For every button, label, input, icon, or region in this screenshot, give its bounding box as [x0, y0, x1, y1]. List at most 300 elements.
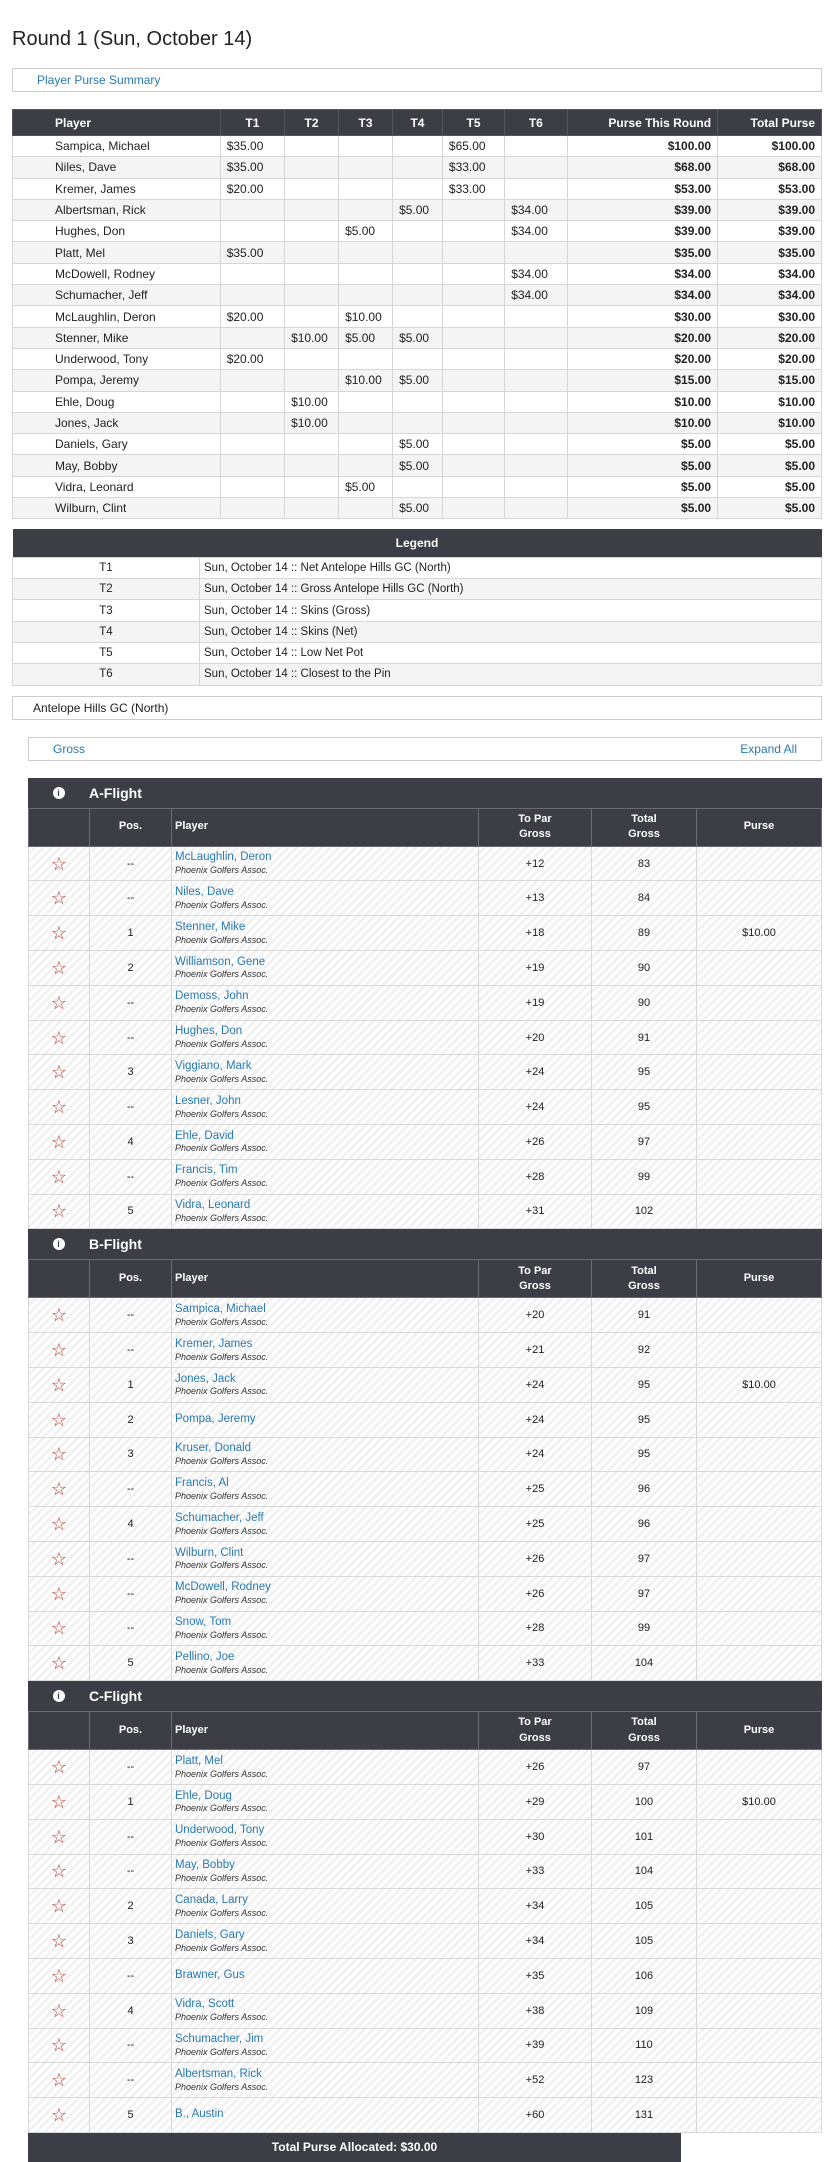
- player-name-link[interactable]: Jones, Jack: [175, 1372, 236, 1385]
- purse-cell: $30.00: [567, 306, 718, 327]
- purse-cell: [285, 263, 339, 284]
- player-association: Phoenix Golfers Assoc.: [175, 1108, 269, 1119]
- purse: [697, 1576, 822, 1611]
- star-icon[interactable]: ☆: [50, 1201, 68, 1222]
- flight-header: [28, 1229, 822, 1259]
- purse: [697, 1993, 822, 2028]
- player-cell: [172, 1507, 479, 1542]
- table-row: [29, 1402, 822, 1437]
- expand-all-link[interactable]: Expand All: [740, 741, 797, 756]
- purse-cell: $34.00: [505, 263, 567, 284]
- star-icon[interactable]: ☆: [50, 888, 68, 909]
- to-par-label: To Par: [518, 812, 552, 825]
- player-name-link[interactable]: Ehle, Doug: [175, 1789, 232, 1802]
- purse-cell: [442, 434, 504, 455]
- star-icon[interactable]: ☆: [50, 1757, 68, 1778]
- to-par-gross: +24: [479, 1437, 592, 1472]
- total-gross: 106: [592, 1958, 697, 1993]
- purse-cell: [220, 263, 284, 284]
- purse-cell: [339, 285, 393, 306]
- purse: [697, 1611, 822, 1646]
- legend-description: Sun, October 14 :: Skins (Net): [200, 621, 822, 642]
- player-cell: [172, 1090, 479, 1125]
- star-icon[interactable]: ☆: [50, 2000, 68, 2021]
- player-name-link[interactable]: Williamson, Gene: [175, 955, 266, 968]
- purse-cell: [393, 157, 443, 178]
- star-icon[interactable]: ☆: [50, 1861, 68, 1882]
- star-icon[interactable]: ☆: [50, 1340, 68, 1361]
- player-name-link[interactable]: Schumacher, Jim: [175, 2033, 264, 2046]
- purse-col-header: Total Purse: [718, 110, 822, 136]
- info-icon: i: [53, 1238, 65, 1250]
- purse-cell: [393, 348, 443, 369]
- to-par-gross: +52: [479, 2063, 592, 2098]
- to-par-gross: +31: [479, 1194, 592, 1229]
- total-label: Total: [631, 812, 657, 825]
- purse-player-name: Kremer, James: [13, 178, 221, 199]
- star-icon[interactable]: ☆: [50, 1444, 68, 1465]
- favorite-cell: [29, 1541, 90, 1576]
- purse-cell: [285, 157, 339, 178]
- position: 3: [90, 1055, 172, 1090]
- purse-cell: [285, 434, 339, 455]
- purse: [697, 2098, 822, 2133]
- player-name-link[interactable]: Kruser, Donald: [175, 1442, 252, 1455]
- player-name-link[interactable]: Demoss, John: [175, 990, 249, 1003]
- legend-table: [12, 529, 822, 685]
- player-name-link[interactable]: Hughes, Don: [175, 1025, 243, 1038]
- player-association: Phoenix Golfers Assoc.: [175, 1039, 269, 1049]
- legend-description: Sun, October 14 :: Low Net Pot: [200, 643, 822, 664]
- purse-cell: $5.00: [393, 498, 443, 519]
- total-gross: 92: [592, 1333, 697, 1368]
- purse: [697, 1854, 822, 1889]
- purse-cell: $20.00: [718, 327, 822, 348]
- star-icon[interactable]: ☆: [50, 1062, 68, 1083]
- player-cell: [172, 1194, 479, 1229]
- position: --: [90, 1472, 172, 1507]
- player-cell: [172, 1055, 479, 1090]
- flight-table: [28, 1711, 822, 2133]
- purse-cell: [505, 136, 567, 157]
- purse-row: [13, 306, 822, 327]
- purse-cell: $34.00: [505, 221, 567, 242]
- player-name-link[interactable]: Snow, Tom: [175, 1616, 232, 1629]
- favorite-cell: [29, 1367, 90, 1402]
- player-cell: [172, 846, 479, 881]
- player-purse-summary-link[interactable]: Player Purse Summary: [12, 68, 822, 92]
- player-cell: [172, 1159, 479, 1194]
- purse: [697, 985, 822, 1020]
- purse-cell: $100.00: [718, 136, 822, 157]
- position: 3: [90, 1924, 172, 1959]
- purse: [697, 951, 822, 986]
- player-name-link[interactable]: Vidra, Scott: [175, 1998, 235, 2011]
- table-row: [29, 1784, 822, 1819]
- to-par-gross: +26: [479, 1576, 592, 1611]
- star-icon[interactable]: ☆: [50, 2070, 68, 2091]
- star-icon[interactable]: ☆: [50, 1791, 68, 1812]
- to-par-gross: +24: [479, 1090, 592, 1125]
- total-gross: 123: [592, 2063, 697, 2098]
- favorite-cell: [29, 1194, 90, 1229]
- purse-cell: [505, 178, 567, 199]
- star-icon[interactable]: ☆: [50, 1305, 68, 1326]
- table-row: [29, 1020, 822, 1055]
- player-name-link[interactable]: Platt, Mel: [175, 1754, 223, 1767]
- star-icon[interactable]: ☆: [50, 1514, 68, 1535]
- position: 5: [90, 1646, 172, 1681]
- star-icon[interactable]: ☆: [50, 1931, 68, 1952]
- legend-description: Sun, October 14 :: Net Antelope Hills GC (North): [200, 557, 822, 578]
- favorite-cell: [29, 1507, 90, 1542]
- purse-cell: [505, 434, 567, 455]
- player-name-link[interactable]: Niles, Dave: [175, 886, 234, 899]
- total-gross: 95: [592, 1090, 697, 1125]
- total-gross: 99: [592, 1611, 697, 1646]
- position: 4: [90, 1507, 172, 1542]
- purse-cell: [442, 221, 504, 242]
- purse-cell: [339, 199, 393, 220]
- favorite-col-header: [29, 1712, 90, 1750]
- purse-cell: $39.00: [718, 221, 822, 242]
- purse-col-header: T1: [220, 110, 284, 136]
- favorite-cell: [29, 1472, 90, 1507]
- to-par-gross: +28: [479, 1159, 592, 1194]
- favorite-cell: [29, 1958, 90, 1993]
- total-gross: 105: [592, 1924, 697, 1959]
- star-icon[interactable]: ☆: [50, 992, 68, 1013]
- purse-cell: $10.00: [339, 306, 393, 327]
- player-cell: [172, 1576, 479, 1611]
- purse: [697, 1889, 822, 1924]
- star-icon[interactable]: ☆: [50, 1131, 68, 1152]
- to-par-gross: +35: [479, 1958, 592, 1993]
- purse-player-name: Daniels, Gary: [13, 434, 221, 455]
- total-gross: 83: [592, 846, 697, 881]
- player-col-header: Player: [172, 1260, 479, 1298]
- favorite-cell: [29, 1611, 90, 1646]
- flight-info-button[interactable]: [28, 1690, 89, 1702]
- legend-body: [13, 557, 822, 685]
- purse-cell: $34.00: [718, 285, 822, 306]
- player-cell: [172, 2063, 479, 2098]
- player-name-link[interactable]: Albertsman, Rick: [175, 2067, 262, 2080]
- table-row: [29, 1159, 822, 1194]
- flight-name: C-Flight: [89, 1688, 142, 1705]
- legend-code: T4: [13, 621, 200, 642]
- purse: [697, 846, 822, 881]
- player-association: Phoenix Golfers Assoc.: [175, 1664, 269, 1675]
- player-name-link[interactable]: Stenner, Mike: [175, 920, 246, 933]
- favorite-cell: [29, 1889, 90, 1924]
- table-row: [29, 1472, 822, 1507]
- total-gross: 97: [592, 1750, 697, 1785]
- flight-info-button[interactable]: [28, 1238, 89, 1250]
- to-par-gross: +13: [479, 881, 592, 916]
- position: 2: [90, 951, 172, 986]
- purse-cell: $10.00: [285, 391, 339, 412]
- player-name-link[interactable]: Wilburn, Clint: [175, 1546, 244, 1559]
- purse-cell: [285, 242, 339, 263]
- purse: [697, 1958, 822, 1993]
- total-label: Total: [631, 1716, 657, 1729]
- purse-cell: [285, 136, 339, 157]
- star-icon[interactable]: ☆: [50, 957, 68, 978]
- star-icon[interactable]: ☆: [50, 1374, 68, 1395]
- player-name-link[interactable]: Viggiano, Mark: [175, 1060, 252, 1072]
- purse-col-header: Purse: [697, 808, 822, 846]
- to-par-gross: +38: [479, 1993, 592, 2028]
- total-gross: 97: [592, 1541, 697, 1576]
- star-icon[interactable]: ☆: [50, 1826, 68, 1847]
- legend-code: T2: [13, 579, 200, 600]
- star-icon[interactable]: ☆: [50, 1166, 68, 1187]
- purse-cell: $53.00: [718, 178, 822, 199]
- purse-col-header: T2: [285, 110, 339, 136]
- purse-cell: $5.00: [393, 455, 443, 476]
- position: 1: [90, 916, 172, 951]
- to-par-label: To Par: [518, 1264, 552, 1277]
- position: --: [90, 1576, 172, 1611]
- player-name-link[interactable]: Pellino, Joe: [175, 1650, 235, 1663]
- star-icon[interactable]: ☆: [50, 1653, 68, 1674]
- flight-info-button[interactable]: [28, 787, 89, 799]
- purse-cell: [285, 285, 339, 306]
- player-name-link[interactable]: Vidra, Leonard: [175, 1199, 251, 1212]
- player-association: Phoenix Golfers Assoc.: [175, 899, 269, 910]
- purse: [697, 881, 822, 916]
- purse-player-name: Platt, Mel: [13, 242, 221, 263]
- total-gross: 101: [592, 1819, 697, 1854]
- table-row: [29, 1611, 822, 1646]
- player-association: Phoenix Golfers Assoc.: [175, 1073, 269, 1084]
- player-name-link[interactable]: Underwood, Tony: [175, 1824, 265, 1837]
- purse-cell: $35.00: [220, 136, 284, 157]
- total-gross: 89: [592, 916, 697, 951]
- table-row: [29, 846, 822, 881]
- star-icon[interactable]: ☆: [50, 1097, 68, 1118]
- purse-cell: [505, 476, 567, 497]
- star-icon[interactable]: ☆: [50, 2035, 68, 2056]
- purse-cell: $65.00: [442, 136, 504, 157]
- total-sub-label: Gross: [628, 1731, 660, 1744]
- to-par-gross: +19: [479, 951, 592, 986]
- purse-col-header: Purse This Round: [567, 110, 718, 136]
- to-par-gross: +28: [479, 1611, 592, 1646]
- favorite-cell: [29, 1750, 90, 1785]
- player-association: Phoenix Golfers Assoc.: [175, 1386, 269, 1397]
- player-cell: [172, 1889, 479, 1924]
- total-gross: 97: [592, 1125, 697, 1160]
- purse-cell: $10.00: [567, 391, 718, 412]
- star-icon[interactable]: ☆: [50, 1965, 68, 1986]
- purse-cell: [393, 136, 443, 157]
- purse-cell: $10.00: [339, 370, 393, 391]
- purse-cell: $5.00: [718, 476, 822, 497]
- player-name-link[interactable]: Daniels, Gary: [175, 1928, 245, 1941]
- star-icon[interactable]: ☆: [50, 1618, 68, 1639]
- favorite-cell: [29, 1854, 90, 1889]
- total-gross: 90: [592, 985, 697, 1020]
- position: --: [90, 1298, 172, 1333]
- player-name-link[interactable]: May, Bobby: [175, 1859, 235, 1872]
- total-gross: 84: [592, 881, 697, 916]
- star-icon[interactable]: ☆: [50, 1479, 68, 1500]
- purse-row: [13, 285, 822, 306]
- info-icon: i: [53, 787, 65, 799]
- position: 4: [90, 1993, 172, 2028]
- player-cell: [172, 1611, 479, 1646]
- position: --: [90, 1333, 172, 1368]
- total-gross: 96: [592, 1507, 697, 1542]
- player-name-link[interactable]: Ehle, David: [175, 1129, 234, 1142]
- flight-header: [28, 1681, 822, 1711]
- player-cell: [172, 916, 479, 951]
- purse-cell: [285, 306, 339, 327]
- table-row: [29, 881, 822, 916]
- table-row: [29, 1924, 822, 1959]
- purse-cell: [505, 242, 567, 263]
- to-par-sub-label: Gross: [519, 828, 551, 841]
- purse-cell: $34.00: [505, 199, 567, 220]
- gross-tab[interactable]: Gross: [53, 741, 86, 756]
- to-par-gross: +29: [479, 1784, 592, 1819]
- player-association: Phoenix Golfers Assoc.: [175, 2081, 269, 2092]
- table-row: [29, 1958, 822, 1993]
- purse-cell: $34.00: [505, 285, 567, 306]
- purse: [697, 1125, 822, 1160]
- star-icon[interactable]: ☆: [50, 923, 68, 944]
- purse-cell: [442, 455, 504, 476]
- player-name-link[interactable]: Francis, Tim: [175, 1164, 238, 1177]
- player-cell: [172, 985, 479, 1020]
- purse: [697, 1437, 822, 1472]
- favorite-cell: [29, 1020, 90, 1055]
- flight-table: [28, 1259, 822, 1681]
- purse-cell: [393, 221, 443, 242]
- table-row: [29, 1298, 822, 1333]
- player-name-link[interactable]: McLaughlin, Deron: [175, 851, 272, 864]
- purse: $10.00: [697, 1784, 822, 1819]
- purse-row: [13, 370, 822, 391]
- star-icon[interactable]: ☆: [50, 1027, 68, 1048]
- star-icon[interactable]: ☆: [50, 2105, 68, 2126]
- favorite-cell: [29, 951, 90, 986]
- star-icon[interactable]: ☆: [50, 853, 68, 874]
- player-association: Phoenix Golfers Assoc.: [175, 1525, 269, 1536]
- favorite-cell: [29, 1819, 90, 1854]
- favorite-cell: [29, 2098, 90, 2133]
- purse-cell: $68.00: [718, 157, 822, 178]
- purse-cell: [505, 412, 567, 433]
- total-gross: 110: [592, 2028, 697, 2063]
- favorite-cell: [29, 1159, 90, 1194]
- player-cell: [172, 1020, 479, 1055]
- purse-col-header: T6: [505, 110, 567, 136]
- purse-player-name: May, Bobby: [13, 455, 221, 476]
- star-icon[interactable]: ☆: [50, 1548, 68, 1569]
- purse: [697, 1924, 822, 1959]
- purse-row: [13, 434, 822, 455]
- purse-cell: [220, 221, 284, 242]
- table-row: [29, 1646, 822, 1681]
- player-association: Phoenix Golfers Assoc.: [175, 1768, 269, 1779]
- purse-row: [13, 221, 822, 242]
- player-name-link[interactable]: Schumacher, Jeff: [175, 1511, 264, 1524]
- player-name-link[interactable]: Kremer, James: [175, 1337, 253, 1350]
- total-gross: 99: [592, 1159, 697, 1194]
- player-cell: [172, 1854, 479, 1889]
- purse-cell: [442, 391, 504, 412]
- player-name-link[interactable]: Brawner, Gus: [175, 1968, 245, 1981]
- player-cell: [172, 1750, 479, 1785]
- purse-cell: $10.00: [567, 412, 718, 433]
- purse: [697, 1507, 822, 1542]
- purse-cell: $35.00: [718, 242, 822, 263]
- purse-row: [13, 263, 822, 284]
- legend-row: [13, 600, 822, 621]
- star-icon[interactable]: ☆: [50, 1896, 68, 1917]
- table-row: [29, 1125, 822, 1160]
- player-cell: [172, 2098, 479, 2133]
- purse-cell: $10.00: [718, 412, 822, 433]
- purse-player-name: Stenner, Mike: [13, 327, 221, 348]
- flight-header: [28, 778, 822, 808]
- player-name-link[interactable]: Pompa, Jeremy: [175, 1412, 256, 1425]
- table-row: [29, 1090, 822, 1125]
- player-name-link[interactable]: B., Austin: [175, 2108, 224, 2121]
- player-association: Phoenix Golfers Assoc.: [175, 1907, 269, 1918]
- player-association: Phoenix Golfers Assoc.: [175, 1942, 269, 1953]
- position: 5: [90, 1194, 172, 1229]
- player-association: Phoenix Golfers Assoc.: [175, 934, 269, 945]
- purse-cell: $33.00: [442, 157, 504, 178]
- position: --: [90, 1541, 172, 1576]
- purse-cell: [505, 391, 567, 412]
- purse-cell: $68.00: [567, 157, 718, 178]
- player-association: Phoenix Golfers Assoc.: [175, 1629, 269, 1640]
- player-name-link[interactable]: Sampica, Michael: [175, 1302, 266, 1315]
- total-gross: 131: [592, 2098, 697, 2133]
- legend-code: T6: [13, 664, 200, 685]
- purse-cell: $35.00: [220, 157, 284, 178]
- player-name-link[interactable]: McDowell, Rodney: [175, 1581, 271, 1594]
- flight-table-header: [29, 808, 822, 846]
- purse-cell: $5.00: [567, 455, 718, 476]
- player-name-link[interactable]: Canada, Larry: [175, 1893, 248, 1906]
- player-association: Phoenix Golfers Assoc.: [175, 1316, 269, 1327]
- purse-cell: [442, 498, 504, 519]
- player-name-link[interactable]: Francis, Al: [175, 1476, 229, 1489]
- purse-cell: [393, 391, 443, 412]
- purse-cell: $30.00: [718, 306, 822, 327]
- to-par-gross: +26: [479, 1750, 592, 1785]
- to-par-gross: +26: [479, 1125, 592, 1160]
- purse-cell: $5.00: [393, 370, 443, 391]
- star-icon[interactable]: ☆: [50, 1583, 68, 1604]
- purse-cell: $5.00: [567, 434, 718, 455]
- table-row: [29, 2098, 822, 2133]
- purse-player-name: Pompa, Jeremy: [13, 370, 221, 391]
- legend-row: [13, 664, 822, 685]
- player-name-link[interactable]: Lesner, John: [175, 1094, 241, 1107]
- purse: [697, 1090, 822, 1125]
- favorite-cell: [29, 1784, 90, 1819]
- purse: [697, 1333, 822, 1368]
- purse-row: [13, 199, 822, 220]
- star-icon[interactable]: ☆: [50, 1409, 68, 1430]
